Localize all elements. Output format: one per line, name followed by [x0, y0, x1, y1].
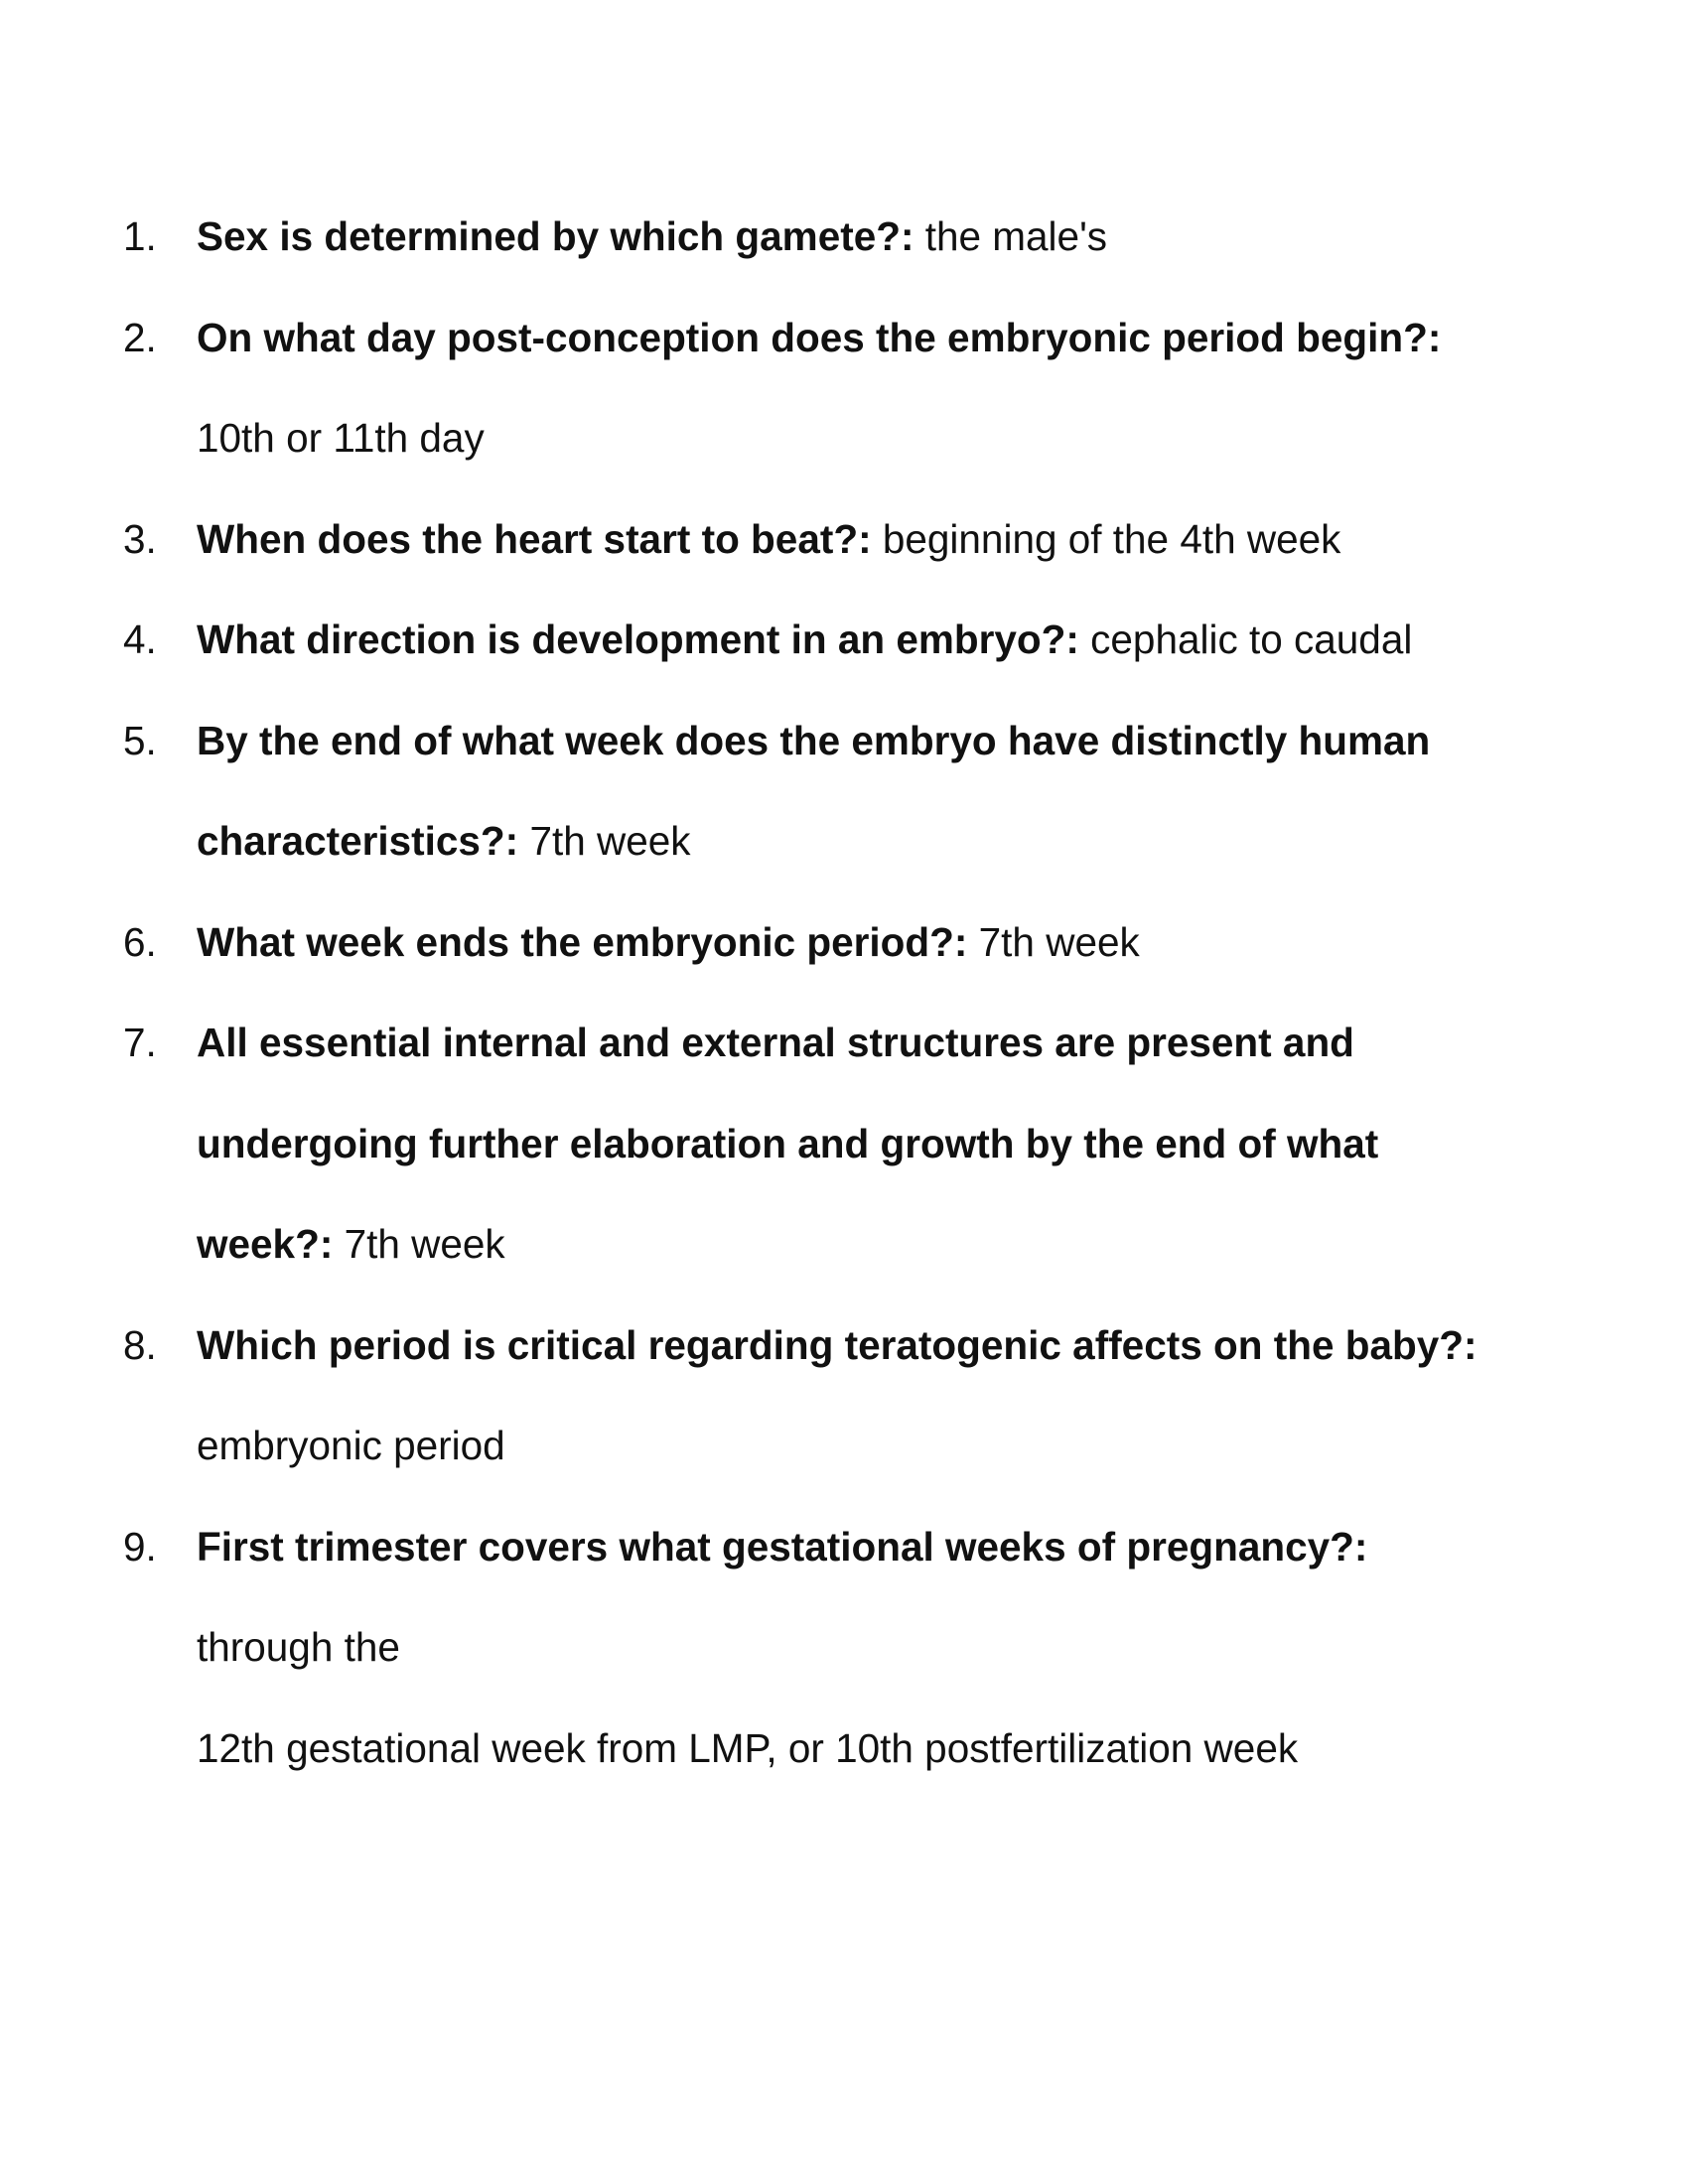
list-item [119, 489, 1509, 591]
answer-text: cephalic to caudal [1090, 616, 1413, 662]
question-text: Which period is critical regarding teratogenic affects on the baby?: [197, 1321, 1477, 1368]
answer-text: embryonic period [197, 1423, 505, 1468]
item-number: 3. [123, 515, 157, 562]
question-answer-list [119, 187, 1509, 1799]
question-text: What week ends the embryonic period?: [197, 918, 968, 965]
list-item [119, 1497, 1509, 1800]
answer-text: through the [197, 1624, 400, 1670]
item-number: 2. [123, 314, 157, 360]
item-number: 6. [123, 918, 157, 965]
question-text: By the end of what week does the embryo have distinctly human characteristics?: [197, 717, 1431, 864]
answer-text: 7th week [529, 818, 691, 864]
question-text: All essential internal and external structures are present and undergoing further elaboration and growth by the end of what week?: [197, 1020, 1379, 1267]
item-number: 8. [123, 1321, 157, 1368]
list-item [119, 590, 1509, 691]
answer-text: 7th week [344, 1221, 505, 1267]
item-number: 5. [123, 717, 157, 763]
answer-text: the male's [924, 213, 1108, 259]
list-item [119, 1296, 1509, 1497]
answer-text: beginning of the 4th week [882, 515, 1341, 562]
answer-text: 10th or 11th day [197, 415, 485, 461]
question-text: First trimester covers what gestational weeks of pregnancy?: [197, 1523, 1368, 1570]
list-item [119, 288, 1509, 489]
question-text: What direction is development in an embryo?: [197, 616, 1079, 662]
answer-continued-text: 12th gestational week from LMP, or 10th postfertilization week [197, 1724, 1299, 1771]
answer-text: 7th week [978, 918, 1140, 965]
item-number: 7. [123, 1020, 157, 1065]
question-text: Sex is determined by which gamete?: [197, 213, 914, 259]
list-item [119, 993, 1509, 1296]
item-number: 9. [123, 1523, 157, 1570]
list-item [119, 187, 1509, 288]
question-text: When does the heart start to beat?: [197, 515, 872, 562]
list-item [119, 691, 1509, 892]
item-number: 1. [123, 213, 157, 259]
item-number: 4. [123, 616, 157, 662]
question-text: On what day post-conception does the embryonic period begin?: [197, 314, 1442, 360]
list-item [119, 892, 1509, 994]
